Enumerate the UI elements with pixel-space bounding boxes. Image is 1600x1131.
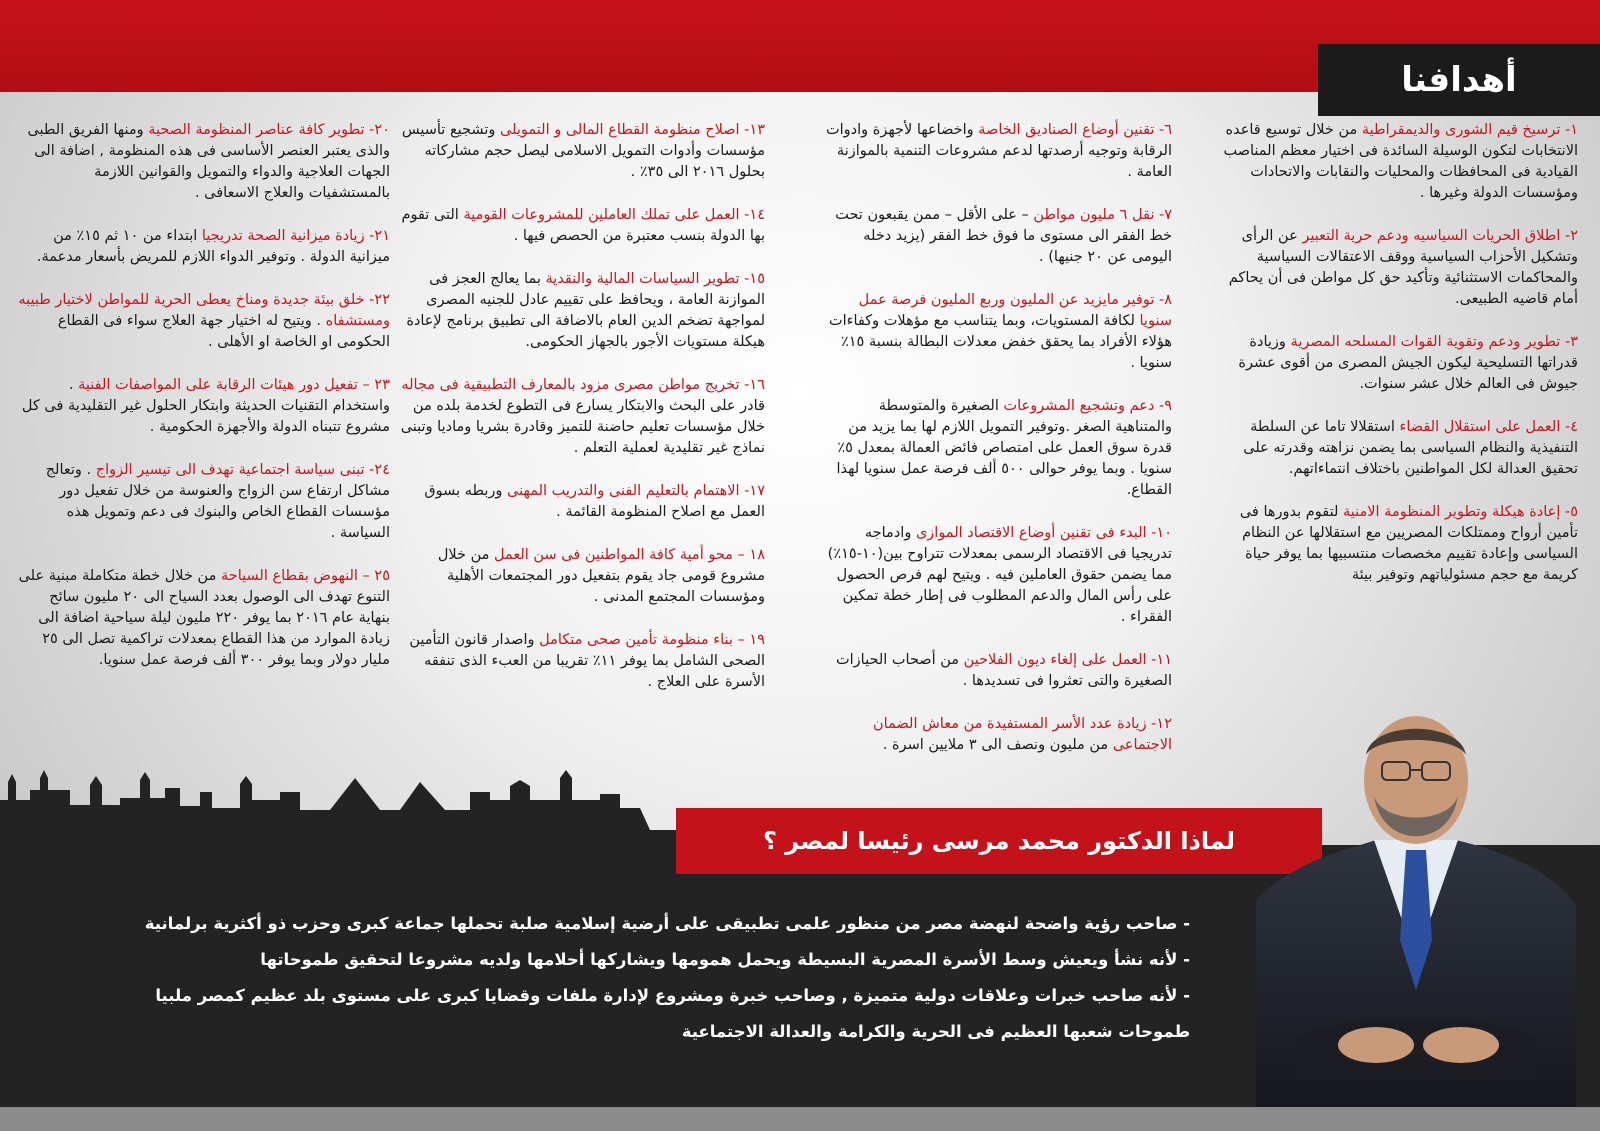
page-title-text: أهدافنا: [1401, 60, 1517, 100]
goal-text: الصغيرة والمتوسطة والمتناهية الصغر .وتوفير التمويل اللازم لها بما يزيد من قدرة سوق العمل على امتصاص فائض العمالة بمعدل ٥٪ سنويا . وبما يوفر حوالى ٥٠٠ ألف فرصة عمل سنويا لهذا القطاع.: [836, 398, 1172, 498]
goal-item: [18, 290, 390, 353]
goal-text: وزيادة قدراتها التسليحية ليكون الجيش المصرى من أقوى عشرة جيوش فى العالم خلال عشر سنوات.: [1238, 334, 1578, 392]
goal-text: استقلالا تاما عن السلطة التنفيذية والنظام السياسى بما يضمن نزاهته وقدرته على تحقيق العدالة لكل المواطنين باختلاف انتماءاتهم.: [1243, 419, 1578, 477]
goal-text: لكافة المستويات، وبما يتناسب مع مؤهلات وكفاءات هؤلاء الأفراد بما يحقق خفض معدلات البطالة بنسبة ١٥٪ سنويا .: [829, 313, 1172, 371]
goal-text: بما يعالج العجز فى الموازنة العامة ، ويحافظ على تقييم عادل للجنيه المصرى لمواجهة تضخم الدين العام بالاضافة الى تطبيق برنامج لإعادة هيكلة مستويات الأجور بالجهاز الحكومى.: [406, 271, 765, 350]
goal-text: وربطه بسوق العمل مع اصلاح المنظومة القائمة .: [424, 483, 765, 520]
why-title: لماذا الدكتور محمد مرسى رئيسا لمصر ؟: [763, 827, 1235, 855]
goal-item: [826, 396, 1172, 501]
goal-title: ٢- اطلاق الحريات السياسيه ودعم حرية التعبير: [1302, 228, 1578, 244]
goal-title: ٢٥ – النهوض بقطاع السياحة: [220, 568, 390, 584]
goal-title: ٩- دعم وتشجيع المشروعات: [1003, 398, 1172, 414]
goal-title: ١٧- الاهتمام بالتعليم الفنى والتدريب المهنى: [507, 483, 765, 499]
goal-item: [390, 630, 765, 693]
goal-text: عن الرأى وتشكيل الأحزاب السياسية ووقف الاعتقالات السياسية والمحاكمات الاستثنائية وتأكيد حق كل مواطن فى أن يحاكم أمام قاضيه الطبيعى.: [1228, 228, 1578, 307]
goal-item: [826, 714, 1172, 756]
goal-text: من مليون ونصف الى ٣ ملايين اسرة .: [882, 737, 1113, 753]
goals-column-1: [1206, 120, 1578, 608]
why-bullet-1: - صاحب رؤية واضحة لنهضة مصر من منظور علمى تطبيقى على أرضية إسلامية صلبة تحملها جماعة كبرى وحزب ذو أكثرية برلمانية: [144, 914, 1190, 933]
goal-title: ٣- تطوير ودعم وتقوية القوات المسلحه المصرية: [1290, 334, 1578, 350]
goal-item: [18, 375, 390, 438]
goal-title: ١- ترسيخ قيم الشورى والديمقراطية: [1361, 122, 1578, 138]
goal-title: ١٩ – بناء منظومة تأمين صحى متكامل: [539, 632, 765, 648]
page-title: [1318, 44, 1600, 116]
goals-column-3: [390, 120, 765, 715]
goal-title: ٢٤- تبنى سياسة اجتماعية تهدف الى تيسير الزواج: [95, 462, 390, 478]
goal-title: ١٦- تخريج مواطن مصرى مزود بالمعارف التطبيقية فى مجاله: [401, 377, 765, 393]
goal-item: [826, 290, 1172, 374]
goal-text: من خلال خطة متكاملة مبنية على التنوع تهدف الى الوصول بعدد السياح الى ٢٠ مليون سائح بنهاية عام ٢٠١٦ بما يوفر ٢٢٠ مليون ليلة سياحية اضافة الى زيادة الموارد من هذا القطاع بمعدلات تراكمية تصل الى ٢٥ مليار دولار وبما يوفر ٣٠٠ ألف فرصة عمل سنويا.: [18, 568, 390, 668]
goal-title: ١٠- البدء فى تقنين أوضاع الاقتصاد الموازى: [915, 525, 1172, 541]
goal-title: ١٢- زيادة عدد الأسر المستفيدة من معاش الضمان الاجتماعى: [873, 716, 1172, 753]
goal-title: ١٣- اصلاح منظومة القطاع المالى و التمويلى: [499, 122, 765, 138]
footer-strip: [0, 1107, 1600, 1131]
goal-text: واخضاعها لأجهزة وادوات الرقابة وتوجيه أرصدتها لدعم مشروعات التنمية بالموازنة العامة .: [826, 122, 1172, 180]
goal-text: ومنها الفريق الطبى والذى يعتبر العنصر الأساسى فى هذه المنظومة , اضافة الى الجهات العلاجية والدواء والتمويل والقوانين اللازمة بالمستشفيات والعلاج الاسعافى .: [27, 122, 390, 201]
goals-column-4: [18, 120, 390, 693]
goal-item: [1206, 120, 1578, 204]
why-bullet-3: - لأنه صاحب خبرات وعلاقات دولية متميزة , وصاحب خبرة ومشروع لإدارة ملفات وقضايا كبرى على مستوى بلد عظيم كمصر ملبيا: [155, 986, 1190, 1005]
goal-item: [390, 120, 765, 183]
candidate-portrait-photo: [1256, 700, 1576, 1107]
goal-title: ٤- العمل على استقلال القضاء: [1399, 419, 1578, 435]
goal-item: [390, 375, 765, 459]
goal-item: [826, 650, 1172, 692]
goal-title: ٢١- زيادة ميزانية الصحة تدريجيا: [201, 228, 390, 244]
goal-text: التى تقوم بها الدولة بنسب معتبرة من الحصص فيها .: [401, 207, 765, 244]
why-banner: [676, 808, 1322, 874]
goal-text: لتقوم بدورها فى تأمين أرواح وممتلكات المصريين مع استقلالها عن النظام السياسى وإعادة تقييم مخصصات منتسبيها بما يوفر حياة كريمة مع حجم مسئولياتهم وتوفير بيئة: [1239, 504, 1578, 583]
goal-title: ٢٣ – تفعيل دور هيئات الرقابة على المواصفات الفنية: [78, 377, 390, 393]
goal-item: [18, 566, 390, 671]
goal-item: [826, 205, 1172, 268]
goal-item: [18, 460, 390, 544]
goal-item: [18, 226, 390, 268]
goal-title: ٢٠- تطوير كافة عناصر المنظومة الصحية: [148, 122, 390, 138]
goal-text: وتشجيع تأسيس مؤسسات وأدوات التمويل الاسلامى ليصل حجم مشاركاته بحلول ٢٠١٦ الى ٣٥٪ .: [401, 122, 765, 180]
why-bullets: [140, 906, 1190, 1050]
goal-title: ١٨ – محو أمية كافة المواطنين فى سن العمل: [494, 547, 765, 563]
goal-title: ٥- إعادة هيكلة وتطوير المنظومة الامنية: [1342, 504, 1578, 520]
goal-text: . واستخدام التقنيات الحديثة وابتكار الحلول غير التقليدية فى كل مشروع تتبناه الدولة والأجهزة الحكومية .: [21, 377, 390, 435]
goal-item: [1206, 417, 1578, 480]
goals-column-2: [826, 120, 1172, 778]
goal-title: ١٥- تطوير السياسات المالية والنقدية: [545, 271, 765, 287]
goal-text: واصدار قانون التأمين الصحى الشامل بما يوفر ١١٪ تقريبا من العبء الذى تنفقه الأسرة على العلاج .: [409, 632, 765, 690]
goal-item: [18, 120, 390, 204]
why-bullet-4: طموحات شعبها العظيم فى الحرية والكرامة والعدالة الاجتماعية: [681, 1022, 1190, 1041]
city-skyline-silhouette: [0, 770, 700, 850]
why-bullet-2: - لأنه نشأ ويعيش وسط الأسرة المصرية البسيطة ويحمل همومها ويشاركها أحلامها ولديه مشروعا لتحقيق طموحاتها: [260, 950, 1190, 969]
goal-item: [390, 269, 765, 353]
goal-text: من أصحاب الحيازات الصغيرة والتى تعثروا فى تسديدها .: [835, 652, 1172, 689]
goal-text: من خلال توسيع قاعده الانتخابات لتكون الوسيلة السائدة فى اختيار معظم المناصب القيادية فى المحافظات والمحليات والنقابات والاتحادات ومؤسسات الدولة وغيرها .: [1223, 122, 1578, 201]
goal-title: ٢٢- خلق بيئة جديدة ومناخ يعطى الحرية للمواطن لاختيار طبيبه ومستشفاه: [18, 292, 390, 329]
goal-text: من خلال مشروع قومى جاد يقوم بتفعيل دور المجتمعات الأهلية ومؤسسات المجتمع المدنى .: [437, 547, 765, 605]
goal-item: [390, 545, 765, 608]
goal-item: [826, 120, 1172, 183]
goal-item: [1206, 332, 1578, 395]
goal-item: [1206, 226, 1578, 310]
goal-text: وادماجه تدريجيا فى الاقتصاد الرسمى بمعدلات تتراوح بين(١٠-١٥٪) مما يضمن حقوق العاملين فيه . ويتيح لهم فرص الحصول على رأس المال والدعم المطلوب فى إطار خطة تمكين الفقراء .: [827, 525, 1172, 625]
goal-item: [826, 523, 1172, 628]
goal-title: ١١- العمل على إلغاء ديون الفلاحين: [963, 652, 1172, 668]
goal-title: ١٤- العمل على تملك العاملين للمشروعات القومية: [463, 207, 765, 223]
goal-item: [1206, 502, 1578, 586]
goal-text: ابتداء من ١٠ ثم ١٥٪ من ميزانية الدولة . وتوفير الدواء اللازم للمريض بأسعار مدعمة.: [36, 228, 390, 265]
goal-item: [390, 481, 765, 523]
goal-text: . ويتيح له اختيار جهة العلاج سواء فى القطاع الحكومى او الخاصة او الأهلى .: [57, 313, 390, 350]
goal-title: ٨- توفير مايزيد عن المليون وربع المليون فرصة عمل سنويا: [858, 292, 1172, 329]
goal-text: قادر على البحث والابتكار يسارع فى التطوع لخدمة بلده من خلال مؤسسات تعليم حاضنة للتميز وقادرة بشريا وماديا وتبنى نماذج غير تقليدية لعملية التعلم .: [400, 398, 765, 456]
goal-title: ٧- نقل ٦ مليون مواطن: [1033, 207, 1172, 223]
goal-item: [390, 205, 765, 247]
goal-text: . وتعالج مشاكل ارتفاع سن الزواج والعنوسة من خلال تفعيل دور مؤسسات القطاع الخاص والبنوك فى دعم وتمويل هذه السياسة .: [45, 462, 390, 541]
goal-title: ٦- تقنين أوضاع الصناديق الخاصة: [978, 122, 1172, 138]
goal-text: – على الأقل – ممن يقبعون تحت خط الفقر الى مستوى ما فوق خط الفقر (يزيد دخله اليومى عن ٢٠ جنيها) .: [835, 207, 1172, 265]
